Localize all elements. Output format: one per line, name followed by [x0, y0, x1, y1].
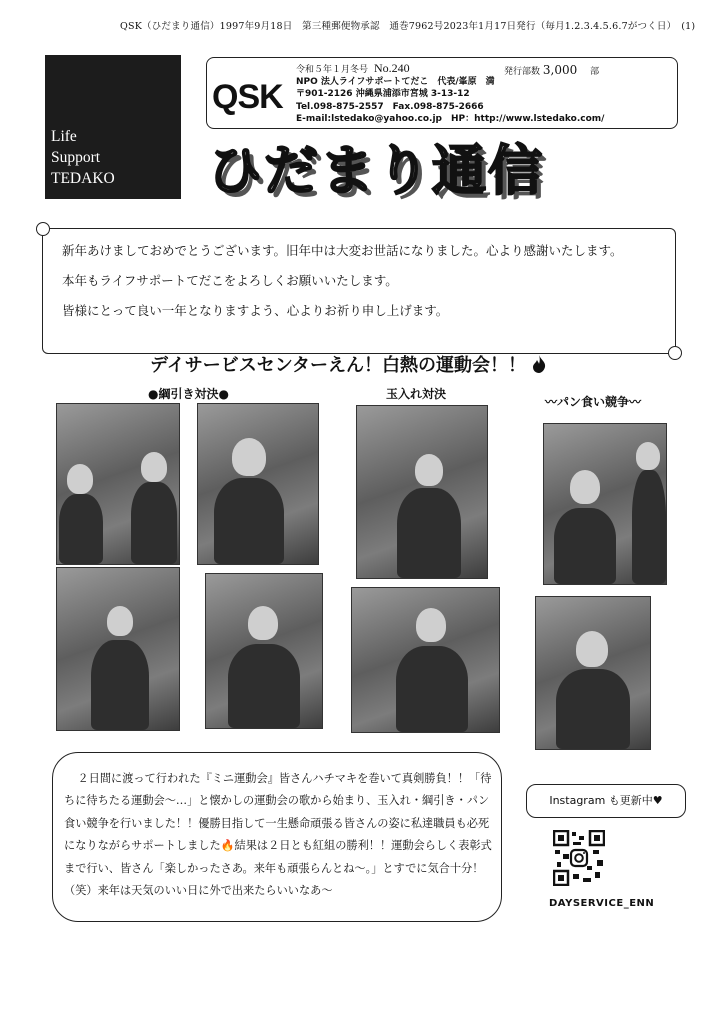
org-line: NPO 法人ライフサポートてだこ 代表/峯原 満 [296, 77, 495, 88]
greeting-line-1: 新年あけましておめでとうございます。旧年中は大変お世話になりました。心より感謝いたします。 [62, 243, 623, 258]
circulation-unit: 部 [590, 67, 600, 77]
scroll-curl-top [36, 222, 50, 236]
photo-ball-2 [351, 587, 500, 733]
qr-label: DAYSERVICE_ENN [549, 898, 655, 909]
logo-line-2: Support [51, 149, 101, 166]
caption-tug-text: 綱引き対決 [158, 387, 219, 401]
greeting-line-2: 本年もライフサポートてだこをよろしくお願いいたします。 [62, 273, 398, 288]
pin-icon: ● [148, 387, 159, 401]
circulation-value: 3,000 [542, 63, 578, 77]
scroll-curl-bottom [668, 346, 682, 360]
instagram-bubble [526, 784, 686, 818]
wave-icon: 〰 [545, 395, 558, 409]
logo-line-3: TEDAKO [51, 170, 115, 187]
section-heading-text: デイサービスセンターえん！白熱の運動会！！ [150, 355, 527, 376]
pin-icon: ● [218, 387, 229, 401]
caption-tug [148, 385, 229, 402]
photo-ball-1 [356, 405, 488, 579]
circulation-label: 発行部数 [504, 67, 541, 77]
phone-line: Tel.098-875-2557 Fax.098-875-2666 [296, 101, 484, 112]
photo-award-1 [56, 567, 180, 731]
circulation [504, 63, 599, 77]
email-line: E-mail:lstedako@yahoo.co.jp HP：http://www.lstedako.com/ [296, 113, 605, 124]
issue-header-line: QSK（ひだまり通信）1997年9月18日 第三種郵便物承認 通巻7962号2023年1月17日発行（毎月1.2.3.4.5.6.7がつく日） (1) [120, 21, 696, 32]
newsletter-title: ひだまり通信 [208, 139, 544, 202]
masthead-qsk: QSK [212, 78, 283, 116]
greeting-line-3: 皆様にとって良い一年となりますよう、心よりお祈り申し上げます。 [62, 303, 449, 318]
section-heading [150, 351, 546, 377]
logo-line-1: Life [51, 128, 77, 145]
photo-bread-2 [535, 596, 651, 750]
issue-number: No.240 [374, 61, 410, 75]
logo-box [45, 55, 181, 199]
photo-tug-1 [56, 403, 180, 565]
caption-bread-text: パン食い競争 [557, 395, 630, 409]
flame-icon [532, 355, 546, 373]
story-text: ２日間に渡って行われた『ミニ運動会』皆さんハチマキを巻いて真剣勝負！！「待ちに待ちたる運動会〜…」と懐かしの運動会の歌から始まり、玉入れ・綱引き・パン食い競争を行いました！！優勝目指して一生懸命頑張る皆さんの姿に私達職員も必死になりながらサポートしました🔥結果は２日とも紅組の勝利！！運動会らしく表彰式まで行い、皆さん「楽しかったさあ。来年も頑張らんとね〜。」とすでに気合十分！（笑）来年は天気のいい日に外で出来たらいいなあ〜 [64, 772, 492, 898]
caption-ball: 玉入れ対決 [386, 387, 447, 401]
photo-award-2 [205, 573, 323, 729]
instagram-text: Instagram も更新中♥ [549, 794, 663, 807]
photo-tug-2 [197, 403, 319, 565]
issue-label: 令和５年１月冬号 [296, 65, 369, 75]
greeting-text [62, 236, 623, 326]
caption-bread [545, 393, 641, 410]
photo-bread-1 [543, 423, 667, 585]
wave-icon: 〰 [629, 395, 642, 409]
address-line: 〒901-2126 沖縄県浦添市宮城 3-13-12 [296, 89, 470, 100]
qr-code-icon[interactable] [553, 830, 605, 886]
